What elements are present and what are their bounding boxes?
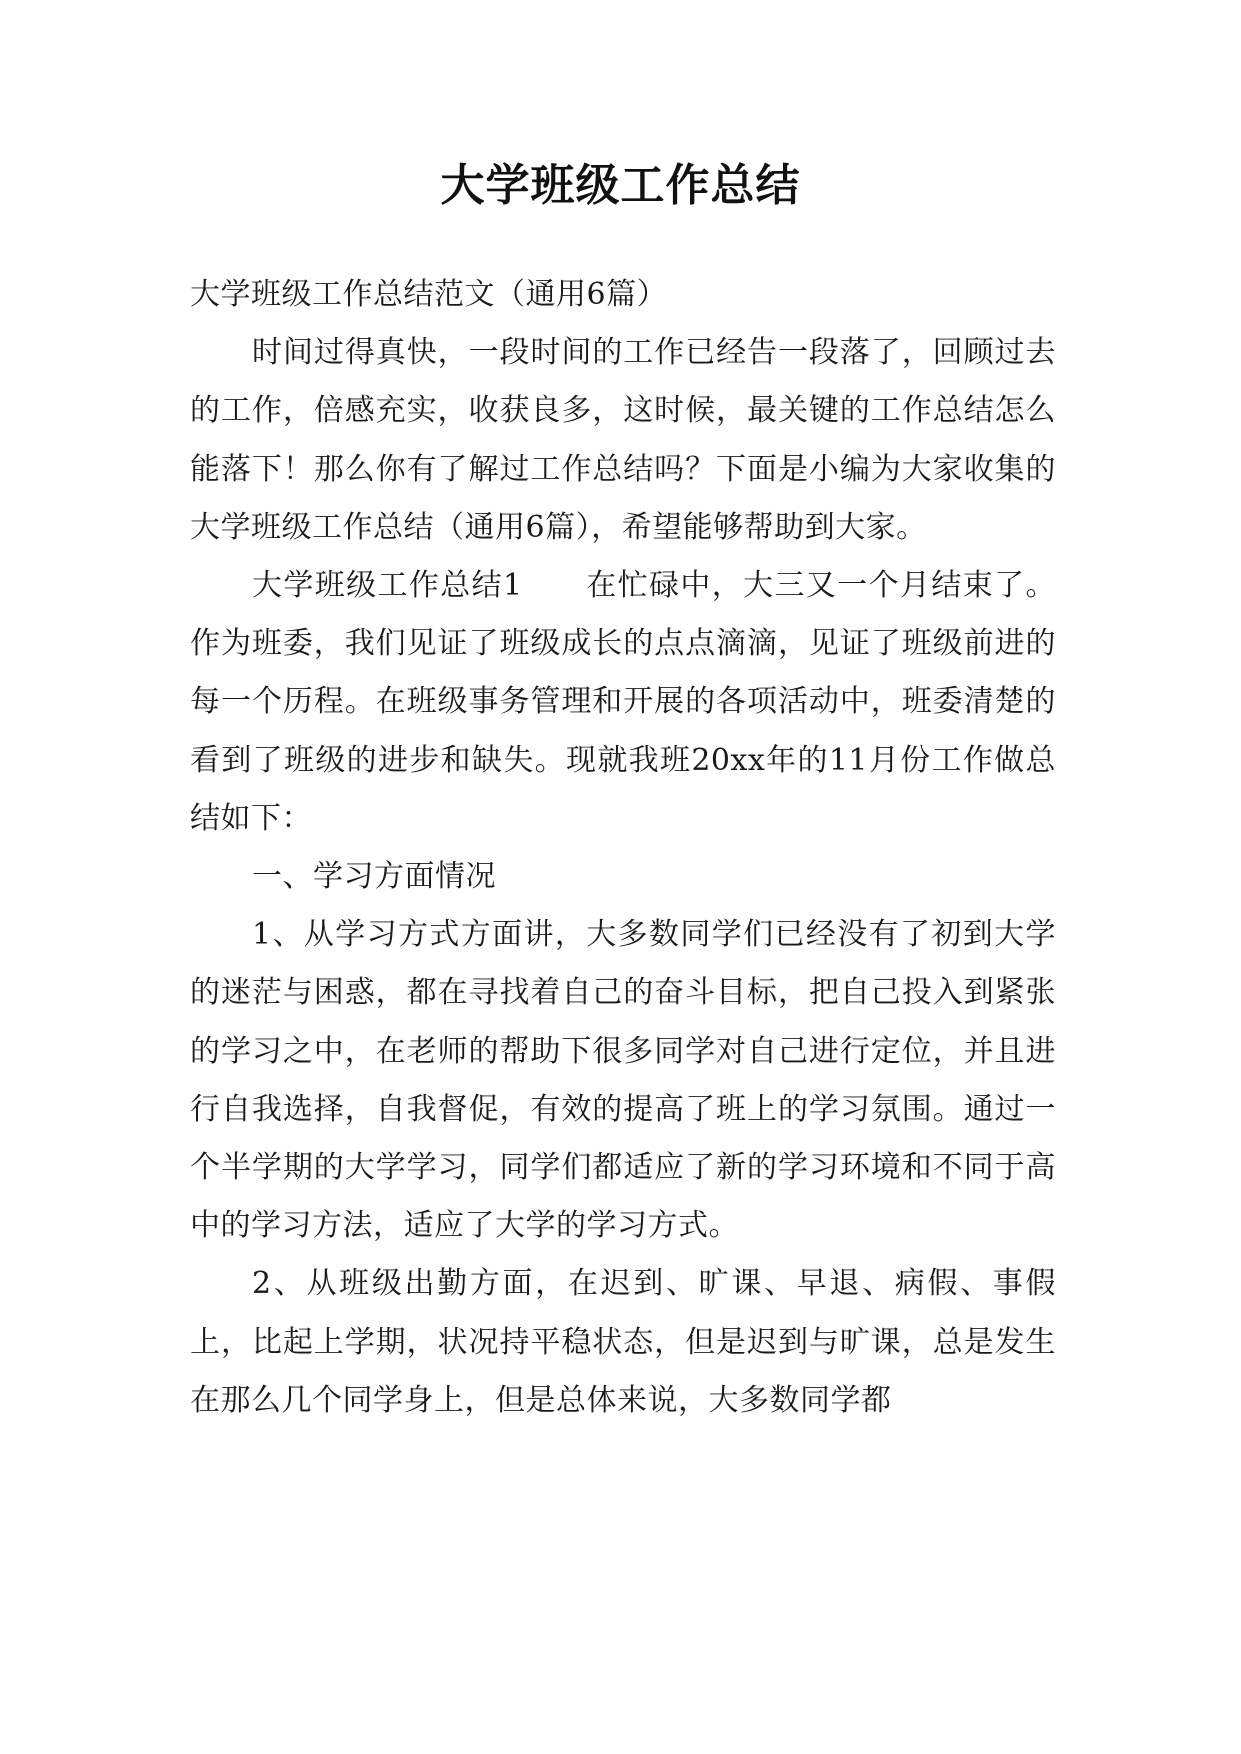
paragraph-summary-1: 大学班级工作总结1 在忙碌中，大三又一个月结束了。作为班委，我们见证了班级成长的点点滴滴，见证了班级前进的每一个历程。在班级事务管理和开展的各项活动中，班委清楚的看到了班级的进步和缺失。现就我班20xx年的11月份工作做总结如下： [190, 568, 1056, 836]
paragraph-study-method: 1、从学习方式方面讲，大多数同学们已经没有了初到大学的迷茫与困惑，都在寻找着自己的奋斗目标，把自己投入到紧张的学习之中，在老师的帮助下很多同学对自己进行定位，并且进行自我选择，自我督促，有效的提高了班上的学习氛围。通过一个半学期的大学学习，同学们都适应了新的学习环境和不同于高中的学习方法，适应了大学的学习方式。 [190, 917, 1056, 1244]
document-body [190, 266, 1056, 1430]
paragraph-intro: 时间过得真快，一段时间的工作已经告一段落了，回顾过去的工作，倍感充实，收获良多，这时候，最关键的工作总结怎么能落下！那么你有了解过工作总结吗？下面是小编为大家收集的大学班级工作总结（通用6篇），希望能够帮助到大家。 [190, 335, 1056, 545]
paragraph-attendance: 2、从班级出勤方面，在迟到、旷课、早退、病假、事假上，比起上学期，状况持平稳状态，但是迟到与旷课，总是发生在那么几个同学身上，但是总体来说，大多数同学都 [190, 1266, 1056, 1418]
document-subtitle: 大学班级工作总结范文（通用6篇） [190, 277, 668, 312]
document-title: 大学班级工作总结 [440, 160, 801, 211]
section-heading-study: 一、学习方面情况 [252, 859, 496, 895]
